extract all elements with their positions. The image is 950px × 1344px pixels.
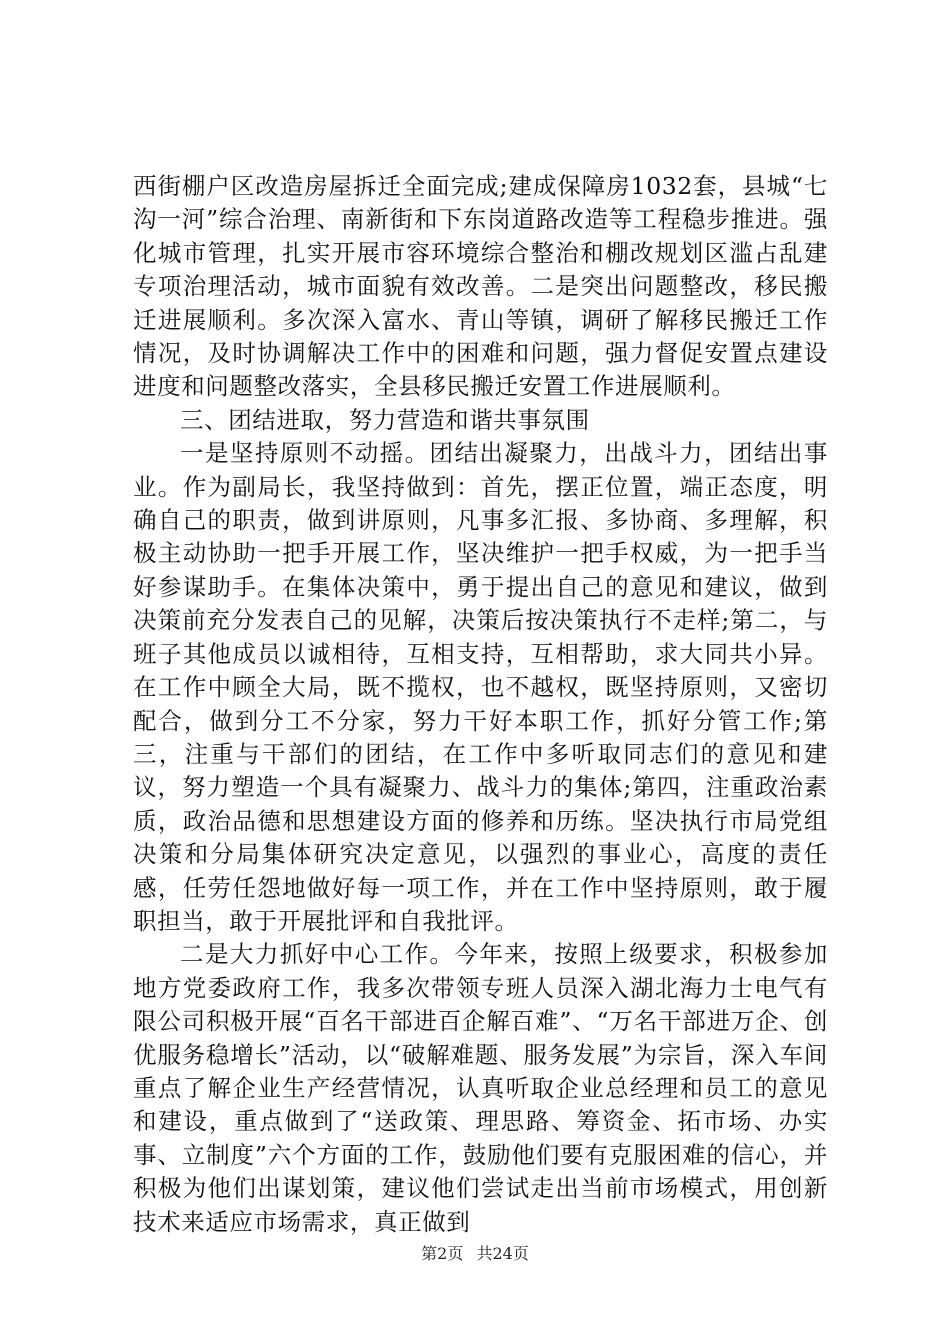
page-total: 共24页 bbox=[476, 1244, 529, 1263]
document-body bbox=[133, 170, 828, 1239]
section-heading: 三、团结进取，努力营造和谐共事氛围 bbox=[180, 405, 590, 434]
page-number: 第2页 bbox=[421, 1244, 464, 1263]
paragraph-continuation: 西街棚户区改造房屋拆迁全面完成;建成保障房1032套，县城“七沟一河”综合治理、南新街和下东岗道路改造等工程稳步推进。强化城市管理，扎实开展市容环境综合整治和棚改规划区滥占乱建专项治理活动，城市面貌有效改善。二是突出问题整改，移民搬迁进展顺利。多次深入富水、青山等镇，调研了解移民搬迁工作情况，及时协调解决工作中的困难和问题，强力督促安置点建设进度和问题整改落实，全县移民搬迁安置工作进展顺利。 bbox=[133, 172, 828, 401]
paragraph-central-work: 二是大力抓好中心工作。今年来，按照上级要求，积极参加地方党委政府工作，我多次带领专班人员深入湖北海力士电气有限公司积极开展“百名干部进百企解百难”、“万名干部进万企、创优服务稳增长”活动，以“破解难题、服务发展”为宗旨，深入车间重点了解企业生产经营情况，认真听取企业总经理和员工的意见和建设，重点做到了“送政策、理思路、筹资金、拓市场、办实事、立制度”六个方面的工作，鼓励他们要有克服困难的信心，并积极为他们出谋划策，建议他们尝试走出当前市场模式，用创新技术来适应市场需求，真正做到 bbox=[133, 940, 828, 1236]
paragraph-principles: 一是坚持原则不动摇。团结出凝聚力，出战斗力，团结出事业。作为副局长，我坚持做到：首先，摆正位置，端正态度，明确自己的职责，做到讲原则，凡事多汇报、多协商、多理解，积极主动协助一把手开展工作，坚决维护一把手权威，为一把手当好参谋助手。在集体决策中，勇于提出自己的意见和建议，做到决策前充分发表自己的见解，决策后按决策执行不走样;第二，与班子其他成员以诚相待，互相支持，互相帮助，求大同共小异。在工作中顾全大局，既不揽权，也不越权，既坚持原则，又密切配合，做到分工不分家，努力干好本职工作，抓好分管工作;第三，注重与干部们的团结，在工作中多听取同志们的意见和建议，努力塑造一个具有凝聚力、战斗力的集体;第四，注重政治素质，政治品德和思想建设方面的修养和历练。坚决执行市局党组决策和分局集体研究决定意见，以强烈的事业心，高度的责任感，任劳任怨地做好每一项工作，并在工作中坚持原则，敢于履职担当，敢于开展批评和自我批评。 bbox=[133, 439, 828, 935]
page-footer bbox=[0, 1244, 950, 1264]
